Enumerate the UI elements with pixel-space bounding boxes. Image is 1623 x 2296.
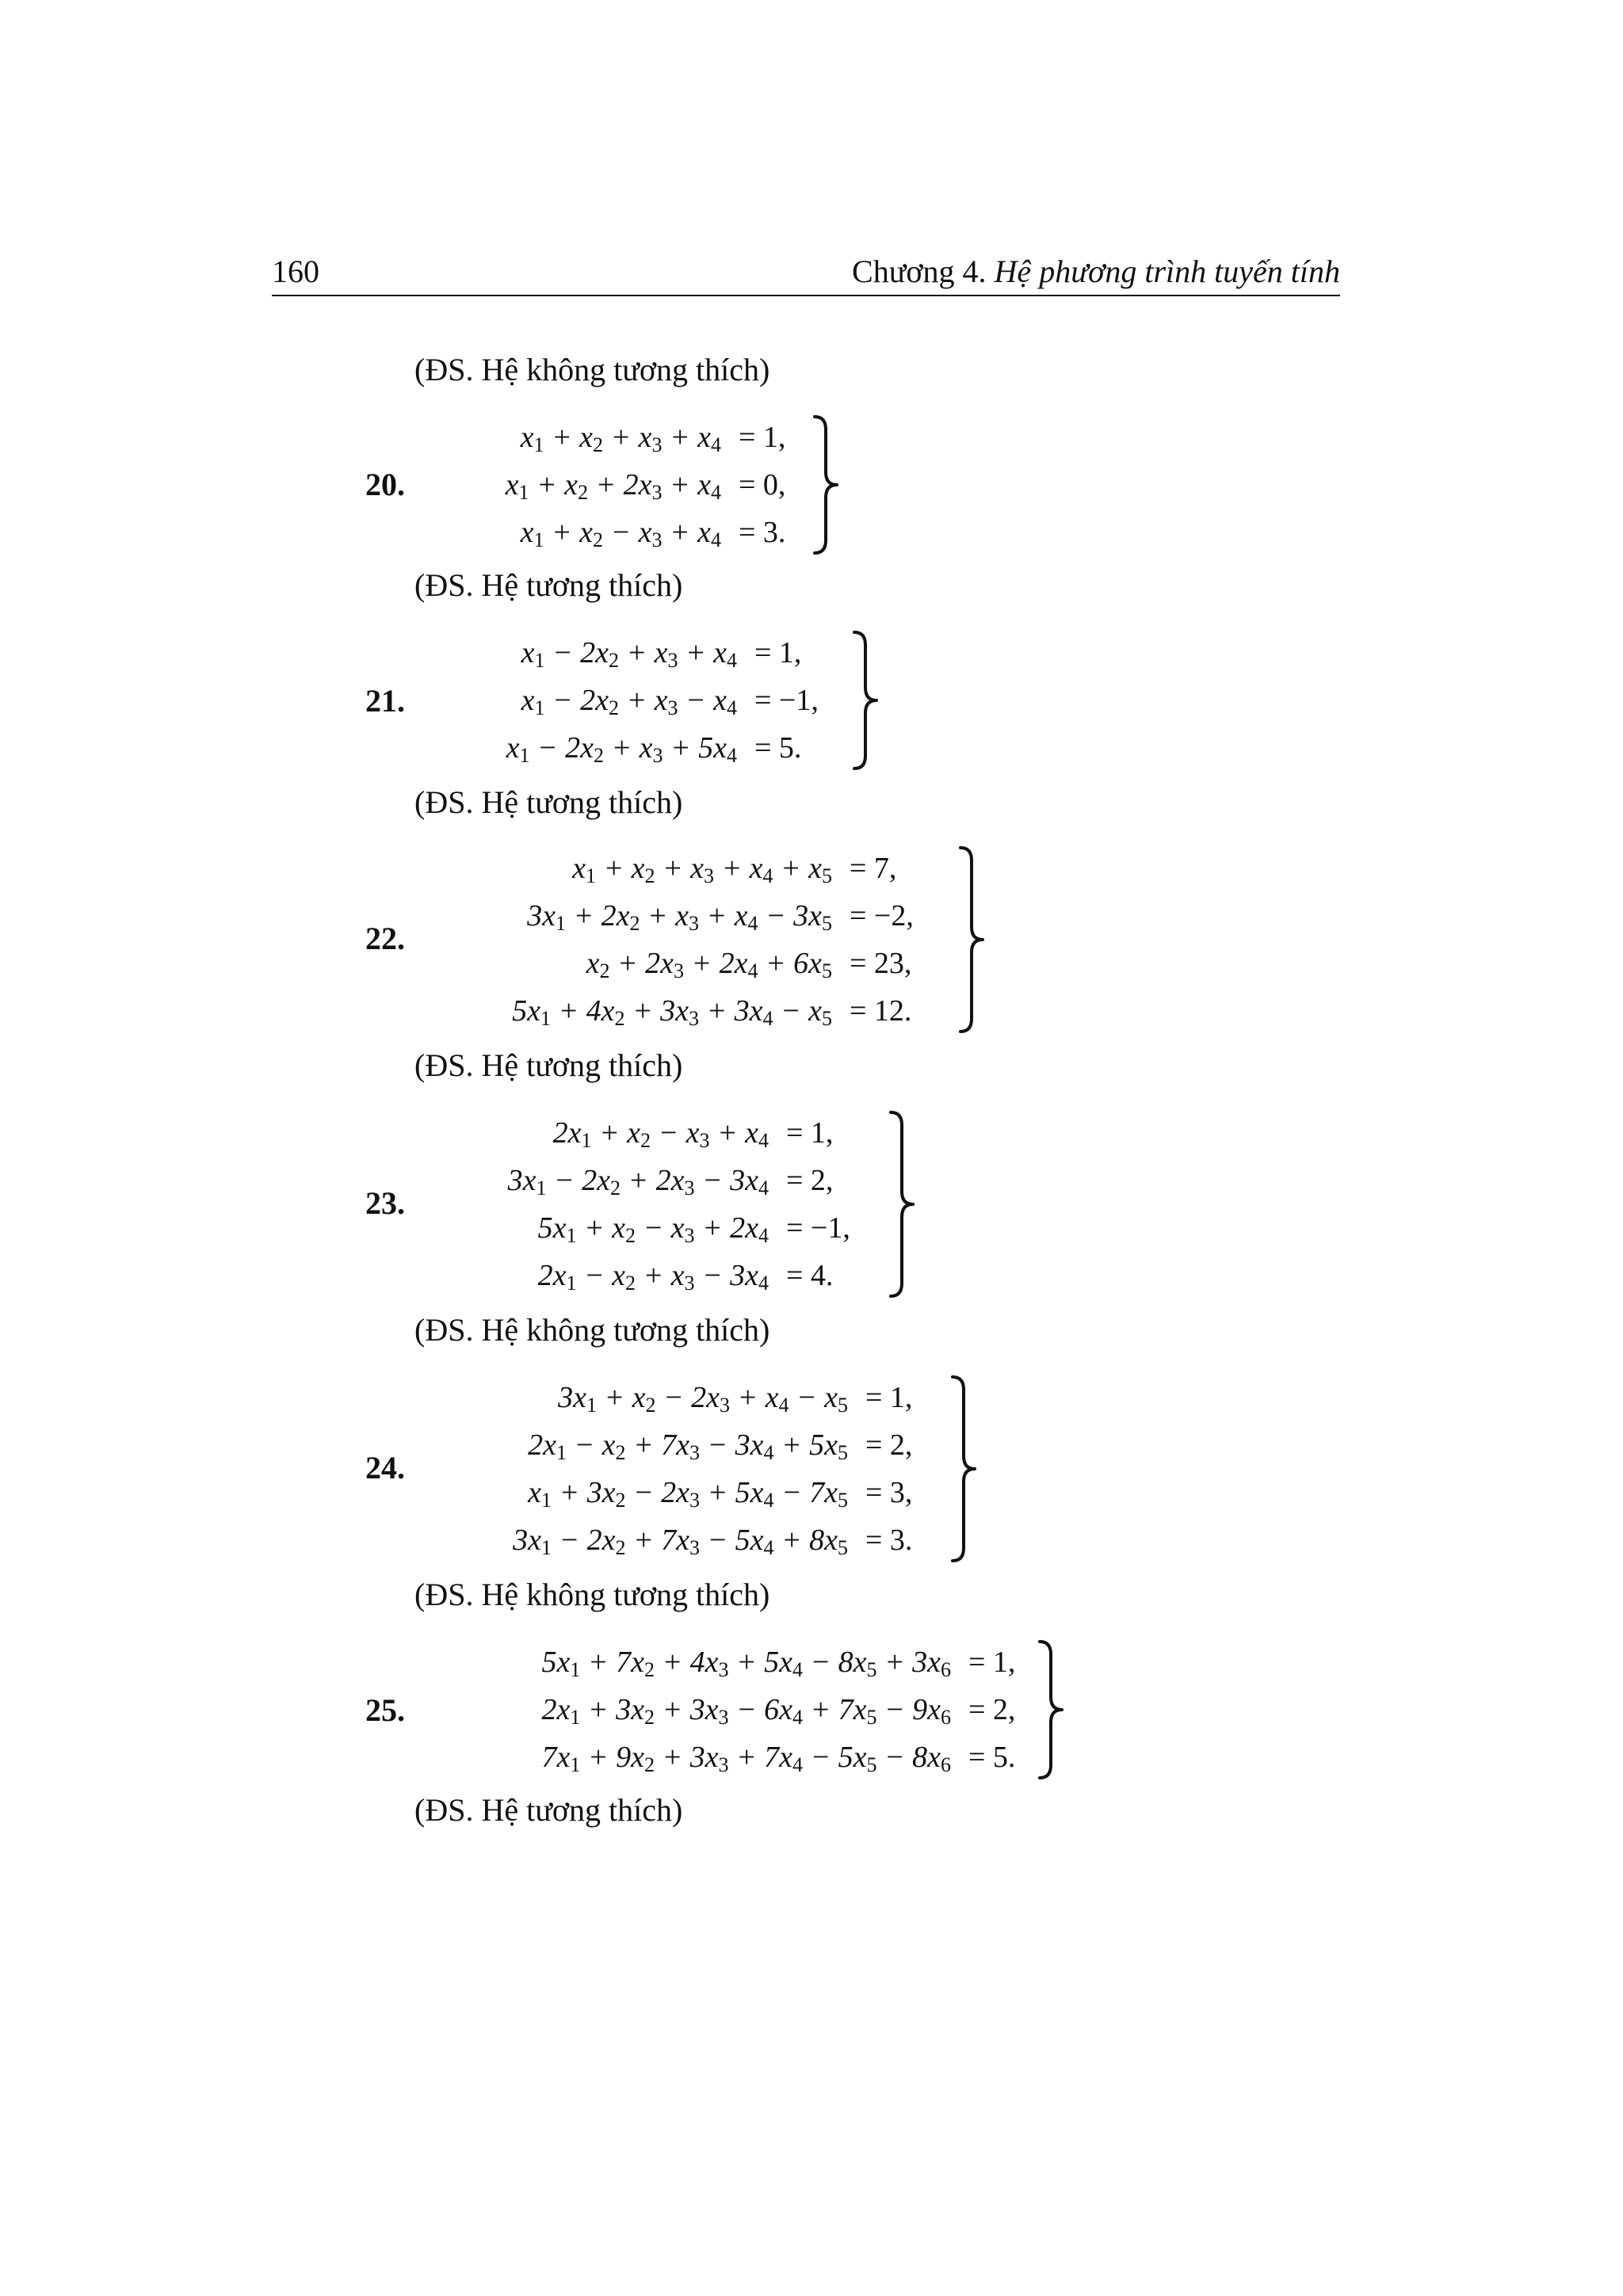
chapter-label: Chương 4. xyxy=(852,254,987,289)
equation-lhs: $x_1 - 2x_2 + x_3 + 5x_4$ xyxy=(506,731,737,767)
equation-lhs: $2x_1 - x_2 + x_3 - 3x_4$ xyxy=(537,1259,769,1295)
equation-lhs: $x_1 - 2x_2 + x_3 - x_4$ xyxy=(521,684,737,719)
equation-row xyxy=(460,898,914,933)
equation-rhs: = 1, xyxy=(968,1646,1016,1679)
equation-lhs: $x_1 - 2x_2 + x_3 + x_4$ xyxy=(521,636,737,672)
equation-rhs: = 7, xyxy=(850,852,897,885)
right-brace xyxy=(810,414,842,556)
equation-lhs: $5x_1 + 4x_2 + 3x_3 + 3x_4 - x_5$ xyxy=(512,994,832,1030)
equation-rhs: = 2, xyxy=(968,1693,1016,1726)
equation-lhs: $3x_1 - 2x_2 + 2x_3 - 3x_4$ xyxy=(507,1164,769,1199)
equation-lhs: $2x_1 + x_2 - x_3 + x_4$ xyxy=(552,1116,769,1152)
equation-lhs: $2x_1 + 3x_2 + 3x_3 - 6x_4 + 7x_5 - 9x_6$ xyxy=(541,1693,951,1729)
equation-row xyxy=(460,420,785,455)
equation-lhs: $3x_1 + 2x_2 + x_3 + x_4 - 3x_5$ xyxy=(527,899,832,935)
equation-row xyxy=(460,946,911,981)
problem-label-25: 25. xyxy=(365,1692,405,1728)
equation-rhs: = 5. xyxy=(754,731,802,765)
equation-row xyxy=(460,851,896,886)
answer-21: (ĐS. Hệ tương thích) xyxy=(414,784,683,820)
equation-row xyxy=(460,1163,833,1198)
equation-row xyxy=(460,1475,912,1510)
equation-rhs: = 1, xyxy=(754,636,802,669)
equation-rhs: = 4. xyxy=(786,1259,834,1292)
right-brace xyxy=(1035,1638,1067,1781)
equation-lhs: $5x_1 + 7x_2 + 4x_3 + 5x_4 - 8x_5 + 3x_6$ xyxy=(541,1646,951,1681)
equation-row xyxy=(460,1523,912,1558)
right-brace xyxy=(948,1374,980,1564)
equation-rhs: = 12. xyxy=(850,994,912,1028)
equation-rhs: = 0, xyxy=(739,468,786,502)
problem-label-20: 20. xyxy=(365,467,405,502)
equation-rhs: = −1, xyxy=(754,684,819,717)
equation-row xyxy=(460,1645,1015,1680)
equation-row xyxy=(460,635,801,670)
equation-rhs: = 1, xyxy=(739,421,786,454)
equation-lhs: $5x_1 + x_2 - x_3 + 2x_4$ xyxy=(537,1211,769,1247)
problem-label-23: 23. xyxy=(365,1185,405,1221)
equation-rhs: = 1, xyxy=(865,1381,913,1414)
equation-lhs: $x_1 + x_2 + x_3 + x_4 + x_5$ xyxy=(572,852,832,887)
equation-rhs: = 3, xyxy=(865,1476,913,1509)
problem-label-21: 21. xyxy=(365,683,405,719)
equation-rhs: = 23, xyxy=(850,947,912,980)
equation-lhs: $x_1 + x_2 + 2x_3 + x_4$ xyxy=(505,468,721,504)
answer-23: (ĐS. Hệ không tương thích) xyxy=(414,1312,770,1348)
answer-19: (ĐS. Hệ không tương thích) xyxy=(414,352,770,387)
equation-row xyxy=(460,1258,833,1293)
answer-20: (ĐS. Hệ tương thích) xyxy=(414,567,683,603)
equation-rhs: = 3. xyxy=(739,516,786,549)
equation-row xyxy=(460,1740,1015,1775)
answer-24: (ĐS. Hệ không tương thích) xyxy=(414,1577,770,1612)
right-brace xyxy=(850,629,881,772)
page-header xyxy=(272,252,1340,296)
equation-rhs: = 5. xyxy=(968,1741,1016,1774)
right-brace xyxy=(956,845,987,1035)
equation-lhs: $2x_1 - x_2 + 7x_3 - 3x_4 + 5x_5$ xyxy=(528,1428,848,1464)
answer-22: (ĐS. Hệ tương thích) xyxy=(414,1047,683,1083)
equation-row xyxy=(460,1692,1015,1727)
equation-lhs: $x_1 + x_2 + x_3 + x_4$ xyxy=(520,421,721,456)
problem-label-22: 22. xyxy=(365,921,405,956)
problem-label-24: 24. xyxy=(365,1450,405,1486)
equation-row xyxy=(460,683,819,718)
equation-row xyxy=(460,467,785,502)
right-brace xyxy=(886,1109,918,1299)
equation-lhs: $x_1 + x_2 - x_3 + x_4$ xyxy=(520,516,721,551)
equation-lhs: $3x_1 - 2x_2 + 7x_3 - 5x_4 + 8x_5$ xyxy=(513,1524,848,1559)
equation-row xyxy=(460,730,801,765)
equation-lhs: $7x_1 + 9x_2 + 3x_3 + 7x_4 - 5x_5 - 8x_6$ xyxy=(541,1741,951,1776)
equation-row xyxy=(460,1211,850,1245)
equation-rhs: = 3. xyxy=(865,1524,913,1557)
running-title xyxy=(852,252,1340,292)
equation-rhs: = 2, xyxy=(786,1164,834,1197)
chapter-title: Hệ phương trình tuyến tính xyxy=(994,254,1340,289)
equation-rhs: = −1, xyxy=(786,1211,850,1245)
equation-row xyxy=(460,994,911,1028)
equation-row xyxy=(460,1380,912,1415)
equation-rhs: = 1, xyxy=(786,1116,834,1150)
equation-lhs: $x_1 + 3x_2 - 2x_3 + 5x_4 - 7x_5$ xyxy=(528,1476,848,1512)
equation-lhs: $3x_1 + x_2 - 2x_3 + x_4 - x_5$ xyxy=(558,1381,848,1417)
equation-rhs: = 2, xyxy=(865,1428,913,1462)
equation-row xyxy=(460,515,785,550)
equation-rhs: = −2, xyxy=(850,899,914,933)
equation-row xyxy=(460,1428,912,1463)
page-number: 160 xyxy=(272,254,319,289)
equation-lhs: $x_2 + 2x_3 + 2x_4 + 6x_5$ xyxy=(586,947,832,982)
answer-25: (ĐS. Hệ tương thích) xyxy=(414,1792,683,1828)
equation-row xyxy=(460,1116,833,1150)
